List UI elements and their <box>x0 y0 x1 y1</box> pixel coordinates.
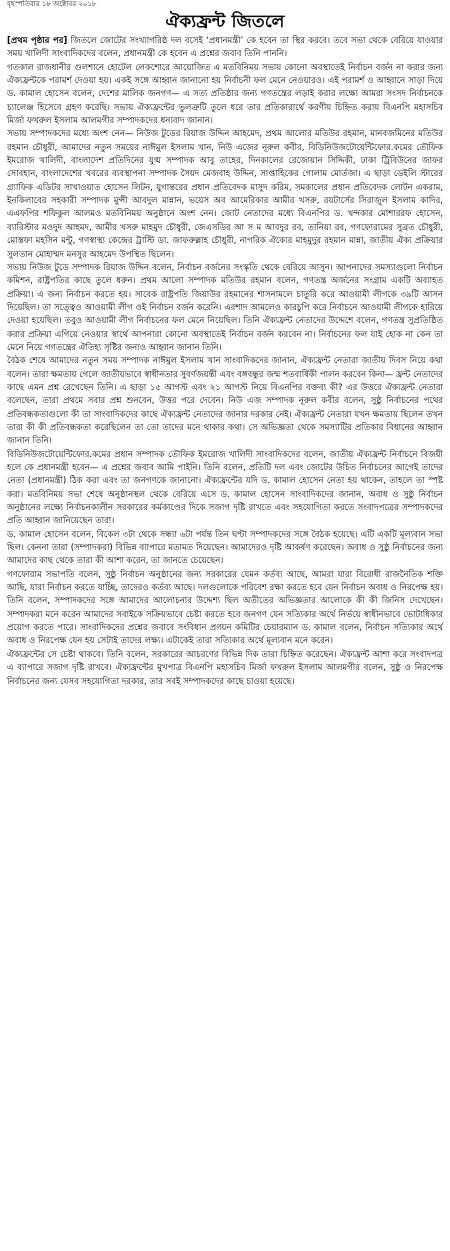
article-paragraph: গতকাল রাজধানীর গুলশানে হোটেল লেকশোরে আয়োজিত এ মতবিনিময় সভায় কোনো অবস্থাতেই নির্বাচন বর্জন না করার জন্য ঐক্যফ্রন্টকে পরামর্শ দেওয়া হয়। একই সঙ্গে আহ্বান জানানো হয় নির্বাচনী ফল মেনে নেওয়ারও। এই পরামর্শ ও আহ্বানে সাড়া দিয়ে ড. কামাল হোসেন বলেন, দেশের মালিক জনগণ— এ সত্য প্রতিষ্ঠার জন্য গণতন্ত্রের লড়াই করার লক্ষ্যে আমরা সংসদ নির্বাচনকে চ্যালেঞ্জ হিসেবে গ্রহণ করেছি। সভায় ঐক্যফ্রন্টের ভুলত্রুটি তুলে ধরে তার প্রতিকারার্থে করণীয় চিহ্নিত করায় বিএনপি মহাসচিব মির্জা ফখরুল ইসলাম আলমগীর সম্পাদকদের ধন্যবাদ জানান। <box>7 62 443 127</box>
paragraph-text: জিতলে জোটের সংখ্যাগরিষ্ঠ দল বসেই ‘প্রধানমন্ত্রী’ কে হবেন তা স্থির করবে। তবে সভা থেকে বেরিয়ে যাওয়ার সময় খালিদী সাংবাদিকদের বলেন, প্রধানমন্ত্রী কে হবেন এ প্রশ্নের জবাব তিনি পাননি। <box>7 36 444 60</box>
article-paragraph: ঐক্যফ্রন্টের সে চেষ্টা থাকবে। তিনি বলেন, সরকারের আচরণের বিভিন্ন দিক তারা চিহ্নিত করেছেন। ঐক্যফ্রন্ট আশা করে সংবাদপত্র এ ব্যাপারে সজাগ দৃষ্টি রাখবে। ঐক্যফ্রন্টের মুখপাত্র বিএনপি মহাসচিব মির্জা ফখরুল ইসলাম আলমগীর বলেন, সুষ্ঠু ও নিরপেক্ষ নির্বাচনের জন্য যেসব সহযোগিতা দরকার, তার সবই সম্পাদকদের কাছে চাওয়া হয়েছে। <box>7 649 443 687</box>
jump-label: [প্রথম পৃষ্ঠার পর] <box>7 36 68 46</box>
article-paragraph: গণফোরাম সভাপতি বলেন, সুষ্ঠু নির্বাচন অনুষ্ঠানের জন্য সরকারের যেমন কর্তব্য আছে, আমরা যারা বিরোধী রাজনৈতিক শক্তি আছি, যারা নির্বাচন করতে যাচ্ছি, তাদেরও কর্তব্য আছে। দলগুলোকে পরিবেশ রক্ষা করতে হবে যেন নির্বাচন অবাধ ও নিরপেক্ষ হয়। তিনি বলেন, সম্পাদকদের সঙ্গে আমাদের আলোচনার উদ্দেশ্য ছিল অতীতের অভিজ্ঞতার আলোকে কী কী জিনিস দেখেছেন। সম্পাদকরা মনে করেন আমাদের সবাইকে সক্রিয়ভাবে চেষ্টা করতে হবে জনগণ যেন সত্যিকার অর্থে নির্ভয়ে স্বাধীনভাবে ভোটাধিকার প্রয়োগ করতে পারে। সাংবাদিকদের প্রশ্নের জবাবে সংবিধান প্রণয়ন কমিটির চেয়ারম্যান ড. কামাল বলেন, নির্বাচন সত্যিকার অর্থে অবাধ ও নিরপেক্ষ যেন হয় সেটাই তাদের লক্ষ্য। এটাকেই তারা সত্যিকার অর্থে মূল্যবান মনে করেন। <box>7 569 443 647</box>
article-headline: ঐক্যফ্রন্ট জিতলে <box>165 12 285 32</box>
article-paragraph: বৈঠক শেষে আমাদের নতুন সময় সম্পাদক নাঈমুল ইসলাম খান সাংবাদিকদের জানান, ঐক্যফ্রন্ট নেতারা জাতীয় দিবস নিয়ে কথা বলেন। তারা ক্ষমতায় গেলে জাতীয়ভাবে স্বাধীনতার সুবর্ণজয়ন্তী এবং বঙ্গবন্ধুর জন্ম শতবার্ষিকী পালন করবেন কিনা— ফ্রন্ট নেতাদের কাছে এমন প্রশ্ন রেখেছেন তিনি। এ ছাড়া ১৫ আগস্ট এবং ২১ আগস্ট নিয়ে বিএনপির বক্তব্য কী? এর উত্তরে ঐক্যফ্রন্ট নেতারা বলেছেন, তারা প্রথমে সবার প্রশ্ন শুনবেন, উত্তর পরে দেবেন। নিউ এজ সম্পাদক নূরুল কবীর বলেন, সুষ্ঠু নির্বাচনের পথের প্রতিবন্ধকতাগুলো কী তা সাংবাদিকদের কাছে ঐক্যফ্রন্ট নেতাদের জানার দরকার নেই। ঐক্যফ্রন্ট নেতারা যখন ক্ষমতায় ছিলেন তখন তারা কী কী প্রতিবন্ধকতা করেছিলেন তা তো তাদের মনে থাকার কথা। সে অভিজ্ঞতা থেকে সমস্যাটির প্রতিকার বিধানের আহ্বান জানান তিনি। <box>7 356 443 447</box>
article-paragraph <box>7 35 443 62</box>
article-paragraph: সভায় সম্পাদকদের মধ্যে অংশ নেন— নিউজ টুডের রিয়াজ উদ্দিন আহমেদ, প্রথম আলোর মতিউর রহমান, মানবজমিনের মতিউর রহমান চৌধুরী, আমাদের নতুন সময়ের নাঈমুল ইসলাম খান, নিউ এজের নূরুল কবীর, বিডিনিউজটোয়েন্টিফোর.কমের তৌফিক ইমরোজ খালিদী, বাংলাদেশ প্রতিদিনের যুগ্ম সম্পাদক আবু তাহের, দিনকালের রেজোয়ান সিদ্দিকী, ঢাকা ট্রিবিউনের জাফর সোবহান, বাংলাদেশের খবরের ব্যবস্থাপনা সম্পাদক সৈয়দ মেজবাহ উদ্দিন, সাপ্তাহিকের গোলাম মোর্তজা। এ ছাড়া ডেইলি স্টারের গ্র্যাফিক এডিটর সাখাওয়াত হোসেন লিটন, যুগান্তরের প্রধান প্রতিবেদক মাসুদ করিম, সমকালের প্রধান প্রতিবেদক লোটন একরাম, ইনকিলাবের সহকারী সম্পাদক মুন্সী আবদুল মান্নান, ভয়েস অব আমেরিকার আমীর খসরু, রয়টার্সের সিরাজুল ইসলাম কাদির, এএফপির শফিকুল আলমও মতবিনিময় অনুষ্ঠানে অংশ নেন। জোট নেতাদের মধ্যে বিএনপির ড. খন্দকার মোশাররফ হোসেন, ব্যারিস্টার মওদুদ আহমদ, আমীর খসরু মাহমুদ চৌধুরী, জেএসডির আ স ম আবদুর রব, তানিয়া রব, গণফোরামের সুব্রত চৌধুরী, মোস্তফা মহসিন মন্টু, গণস্বাস্থ্য কেন্দ্রের ট্রাস্টি ডা. জাফরুল্লাহ চৌধুরী, নাগরিক ঐক্যের মাহমুদুর রহমান মান্না, জাতীয় ঐক্য প্রক্রিয়ার সুলতান মোহাম্মদ মনসুর আহমেদ উপস্থিত ছিলেন। <box>7 129 443 260</box>
article-paragraph: ড. কামাল হোসেন বলেন, বিকেল ৩টা থেকে সন্ধ্যা ৬টা পর্যন্ত তিন ঘণ্টা সম্পাদকদের সঙ্গে বৈঠক হয়েছে। এটি একটি মূল্যবান সভা ছিল। কেননা তারা (সম্পাদকরা) বিভিন্ন ব্যাপারে মতামত দিয়েছেন। আমাদেরও দৃষ্টি আকর্ষণ করেছেন। অবাধ ও সুষ্ঠু নির্বাচনের জন্য আমাদের কাছ থেকে তারা কী আশা করেন, তা জানতে চেয়েছেন। <box>7 529 443 567</box>
article-body <box>7 35 443 689</box>
page-top-strip: বৃহস্পতিবার ১৮ অক্টোবর ২০১৮ <box>7 0 97 8</box>
article-paragraph: বিডিনিউজটোয়েন্টিফোর.কমের প্রধান সম্পাদক তৌফিক ইমরোজ খালিদী সাংবাদিকদের বলেন, জাতীয় ঐক্যফ্রন্ট নির্বাচনে বিজয়ী হলে কে প্রধানমন্ত্রী হবেন— এ প্রশ্নের জবাব আমি পাইনি। তিনি বলেন, প্রতিটি দল এবং জোটের উচিত নির্বাচনের আগেই তাদের নেতা (প্রধানমন্ত্রী) ঠিক করা এবং তা জনগণকে জানানো। ঐক্যফ্রন্টের যদি ড. কামাল হোসেন নেতা হয় থাকেন, তাহলে তা স্পষ্ট করা। মতবিনিময় সভা শেষে অনুষ্ঠানস্থল থেকে বেরিয়ে এসে ড. কামাল হোসেন সাংবাদিকদের জানান, অবাধ ও সুষ্ঠু নির্বাচন অনুষ্ঠানের লক্ষ্যে নির্বাচনকালীন সরকারের কর্মকাণ্ডের দিকে সজাগ দৃষ্টি রাখতে এবং সহযোগিতা করতে সংবাদপত্রের সম্পাদকদের প্রতি আহ্বান জানিয়েছেন তারা। <box>7 449 443 527</box>
article-paragraph: সভায় নিউজ টুডে সম্পাদক রিয়াজ উদ্দিন বলেন, নির্বাচন বর্জনের সংস্কৃতি থেকে বেরিয়ে আসুন। আপনাদের সমস্যাগুলো নির্বাচন কমিশন, রাষ্ট্রপতির কাছে তুলে ধরুন। প্রথম আলো সম্পাদক মতিউর রহমান বলেন, গণতন্ত্র অর্জনের সংগ্রাম একটি অব্যাহত প্রক্রিয়া। এ জন্য নির্বাচন করতে হয়। সাবেক রাষ্ট্রপতি জিয়াউর রহমানের শাসনামলে চাতুরি করে আওয়ামী লীগকে ৩৯টি আসন দিয়েছিল। তা সত্ত্বেও আওয়ামী লীগ ওই নির্বাচন বর্জন করেনি। এরশাদ আমলেও কারচুপি করে নির্বাচনে আওয়ামী লীগকে হারিয়ে দেওয়া হয়েছিল। তবুও আওয়ামী লীগ নির্বাচনের ফল মেনে নিয়েছিল। তিনি ঐক্যফ্রন্ট নেতাদের উদ্দেশে বলেন, গণতন্ত্র সুপ্রতিষ্ঠিত করার প্রক্রিয়া এগিয়ে নেওয়ার স্বার্থে আপনারা কোনো অবস্থাতেই নির্বাচন বর্জন করবেন না। নির্বাচনের ফল যাই হোক না কেন তা মেনে নিয়ে গণতন্ত্রের ঐতিহ্য সৃষ্টির জন্যও আহ্বান জানান তিনি। <box>7 262 443 353</box>
